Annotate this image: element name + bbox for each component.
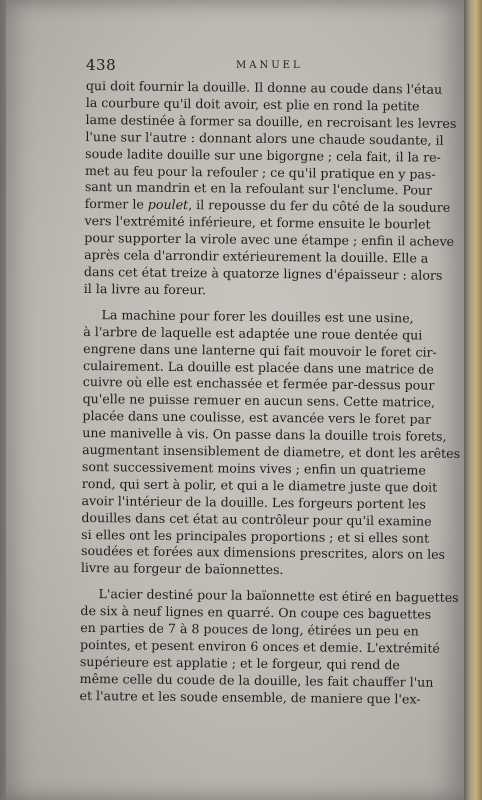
- text-line: rond, qui sert à polir, et qui a le diametre juste que doit: [81, 475, 438, 495]
- text-line: de six à neuf lignes en quarré. On coupe ces baguettes: [80, 603, 432, 622]
- text-line: cuivre où elle est enchassée et fermée par-dessus pour: [82, 374, 435, 394]
- text-line: et l'autre et les soude ensemble, de maniere que l'ex-: [79, 687, 421, 707]
- text-line: augmentant insensiblement de diametre, et dont les arêtes: [82, 442, 461, 461]
- text-line: après cela d'arrondir extérieurement la douille. Elle a: [84, 247, 429, 266]
- text-line: qu'elle ne puisse remuer en aucun sens. Cette matrice,: [82, 391, 436, 410]
- running-head: MANUEL: [236, 60, 303, 71]
- body-text: [79, 78, 461, 708]
- text-line: sont successivement moins vives ; enfin un quatrieme: [81, 458, 426, 478]
- page-header: [86, 56, 446, 76]
- text-line: pour supporter la virole avec une étampe ; enfin il acheve: [84, 230, 455, 250]
- text-line: lame destinée à former sa douille, en recroisant les levres: [85, 111, 457, 131]
- text-line: même celle du coude de la douille, les fait chauffer l'un: [79, 670, 434, 690]
- text-line: met au feu pour la refouler ; ce qu'il pratique en y pas-: [84, 162, 436, 182]
- text-line: à l'arbre de laquelle est adaptée une roue dentée qui: [83, 323, 423, 343]
- text-line: douilles dans cet état au contrôleur pour qu'il examine: [81, 509, 432, 529]
- text-line: une manivelle à vis. On passe dans la douille trois forets,: [82, 425, 447, 444]
- text-line: supérieure est applatie ; et le forgeur, qui rend de: [79, 653, 400, 673]
- text-line: former le poulet, il repousse du fer du côté de la soudure: [84, 196, 451, 216]
- text-line: vers l'extrémité inférieure, et forme ensuite le bourlet: [84, 213, 431, 232]
- text-line: La machine pour forer les douilles est une usine,: [101, 306, 414, 326]
- book-binding-edge: [462, 0, 482, 800]
- text-line: pointes, et pesent environ 6 onces et demie. L'extrémité: [79, 636, 440, 656]
- text-line: avoir l'intérieur de la douille. Les forgeurs portent les: [81, 492, 426, 512]
- text-line: sant un mandrin et en la refoulant sur l'enclume. Pour: [84, 179, 433, 199]
- text-line: placée dans une coulisse, est avancée vers le foret par: [82, 408, 432, 427]
- text-line: si elles ont les principales proportions ; et si elles sont: [81, 526, 430, 546]
- text-line: culairement. La douille est placée dans une matrice de: [82, 357, 434, 377]
- text-line: l'une sur l'autre : donnant alors une chaude soudante, il: [85, 128, 444, 148]
- page-number: 438: [86, 56, 117, 74]
- text-line: soude ladite douille sur une bigorgne ; cela fait, il la re-: [85, 145, 441, 165]
- text-line: engrene dans une lanterne qui fait mouvoir le foret cir-: [83, 340, 437, 360]
- text-line: qui doit fournir la douille. Il donne au coude dans l'étau: [85, 78, 443, 97]
- text-line: en parties de 7 à 8 pouces de long, étirées un peu en: [80, 620, 419, 639]
- text-line: livre au forgeur de baïonnettes.: [80, 560, 284, 578]
- text-line: dans cet état treize à quatorze lignes d'épaisseur : alors: [83, 263, 443, 283]
- text-line: il la livre au foreur.: [83, 280, 207, 298]
- text-line: L'acier destiné pour la baïonnette est étiré en baguettes: [98, 586, 459, 606]
- text-line: la courbure qu'il doit avoir, est plie en rond la petite: [85, 94, 420, 114]
- text-line: soudées et forées aux dimensions prescrites, alors on les: [80, 543, 446, 563]
